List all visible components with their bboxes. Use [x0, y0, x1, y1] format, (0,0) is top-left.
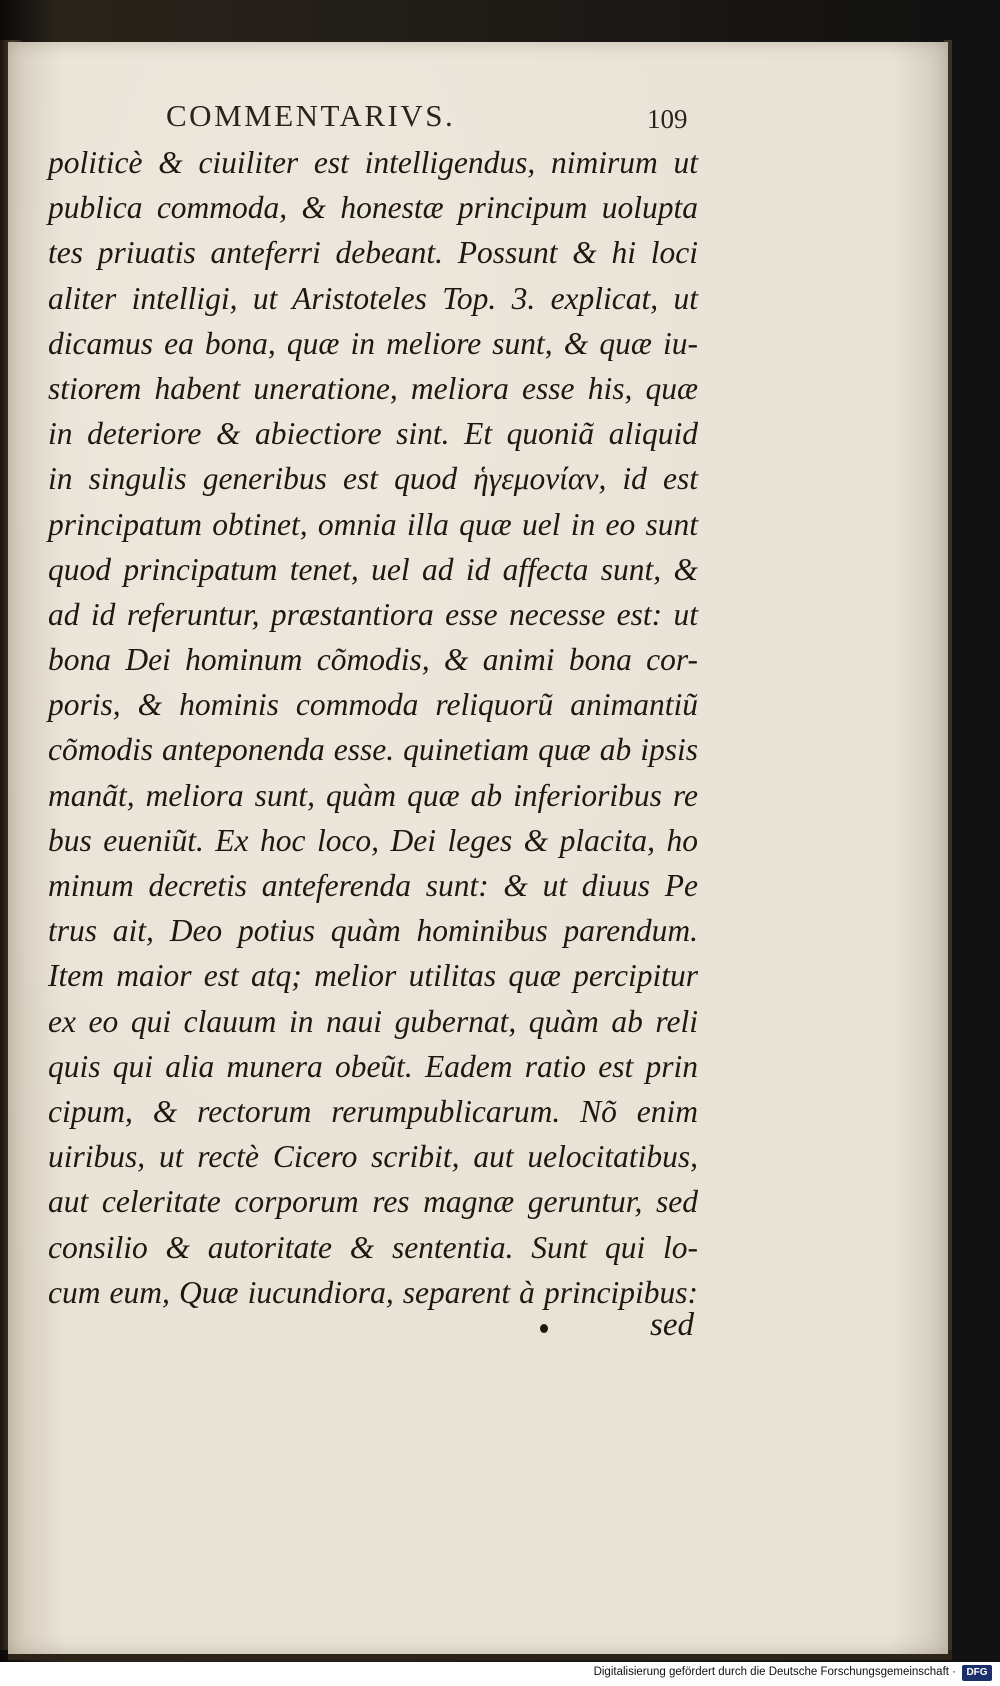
- catchword: sed: [650, 1307, 694, 1343]
- text-line: aut celeritate corporum res magnæ geruntur, sed: [48, 1184, 698, 1220]
- text-line: ex eo qui clauum in naui gubernat, quàm ab reli: [48, 1003, 698, 1039]
- text-line: bona Dei hominum cõmodis, & animi bona cor-: [48, 642, 698, 678]
- text-line: cipum, & rectorum rerumpublicarum. Nõ enim: [48, 1093, 698, 1129]
- text-line: ad id referuntur, præstantiora esse necesse est: ut: [48, 596, 698, 632]
- text-line: poris, & hominis commoda reliquorũ animantiũ: [48, 687, 698, 723]
- page-number: 109: [647, 104, 688, 134]
- text-line: publica commoda, & honestæ principum uolupta: [48, 190, 698, 226]
- text-line: aliter intelligi, ut Aristoteles Top. 3. explicat, ut: [48, 280, 698, 316]
- text-line: stiorem habent uneratione, meliora esse his, quæ: [48, 370, 698, 406]
- text-line: cõmodis anteponenda esse. quinetiam quæ ab ipsis: [48, 732, 698, 768]
- text-line: minum decretis anteferenda sunt: & ut diuus Pe: [48, 868, 698, 903]
- dfg-logo-icon: DFG: [962, 1665, 992, 1681]
- text-line: quod principatum tenet, uel ad id affecta sunt, &: [48, 551, 698, 587]
- funding-credit: Digitalisierung gefördert durch die Deutsche Forschungsgemeinschaft ·: [593, 1666, 956, 1678]
- text-line: in deteriore & abiectiore sint. Et quoniã aliquid: [48, 416, 698, 452]
- running-head: COMMENTARIVS.: [166, 98, 456, 133]
- text-line: dicamus ea bona, quæ in meliore sunt, & quæ iu-: [48, 325, 698, 361]
- text-line: quis qui alia munera obeũt. Eadem ratio est prin: [48, 1048, 698, 1084]
- text-line: Item maior est atq; melior utilitas quæ percipitur: [48, 958, 698, 994]
- text-line: in singulis generibus est quod ἡγεμονίαν, id est: [48, 461, 698, 497]
- text-line: tes priuatis anteferri debeant. Possunt & hi loci: [48, 235, 698, 271]
- text-line: manãt, meliora sunt, quàm quæ ab inferioribus re: [48, 777, 698, 813]
- text-line: consilio & autoritate & sententia. Sunt qui lo-: [48, 1229, 698, 1265]
- signature-dot: [540, 1324, 548, 1333]
- catchword-row: [48, 1307, 698, 1352]
- text-line: cum eum, Quæ iucundiora, separent à principibus:: [48, 1274, 698, 1310]
- text-line: uiribus, ut rectè Cicero scribit, aut uelocitatibus,: [48, 1139, 698, 1175]
- text-line: bus eueniũt. Ex hoc loco, Dei leges & placita, ho: [48, 822, 698, 858]
- text-line: principatum obtinet, omnia illa quæ uel in eo sunt: [48, 506, 698, 542]
- footer-bar: [0, 1662, 1000, 1686]
- text-line: trus ait, Deo potius quàm hominibus parendum.: [48, 913, 698, 949]
- text-line: politicè & ciuiliter est intelligendus, nimirum ut: [48, 145, 698, 180]
- body-text: [48, 140, 698, 1315]
